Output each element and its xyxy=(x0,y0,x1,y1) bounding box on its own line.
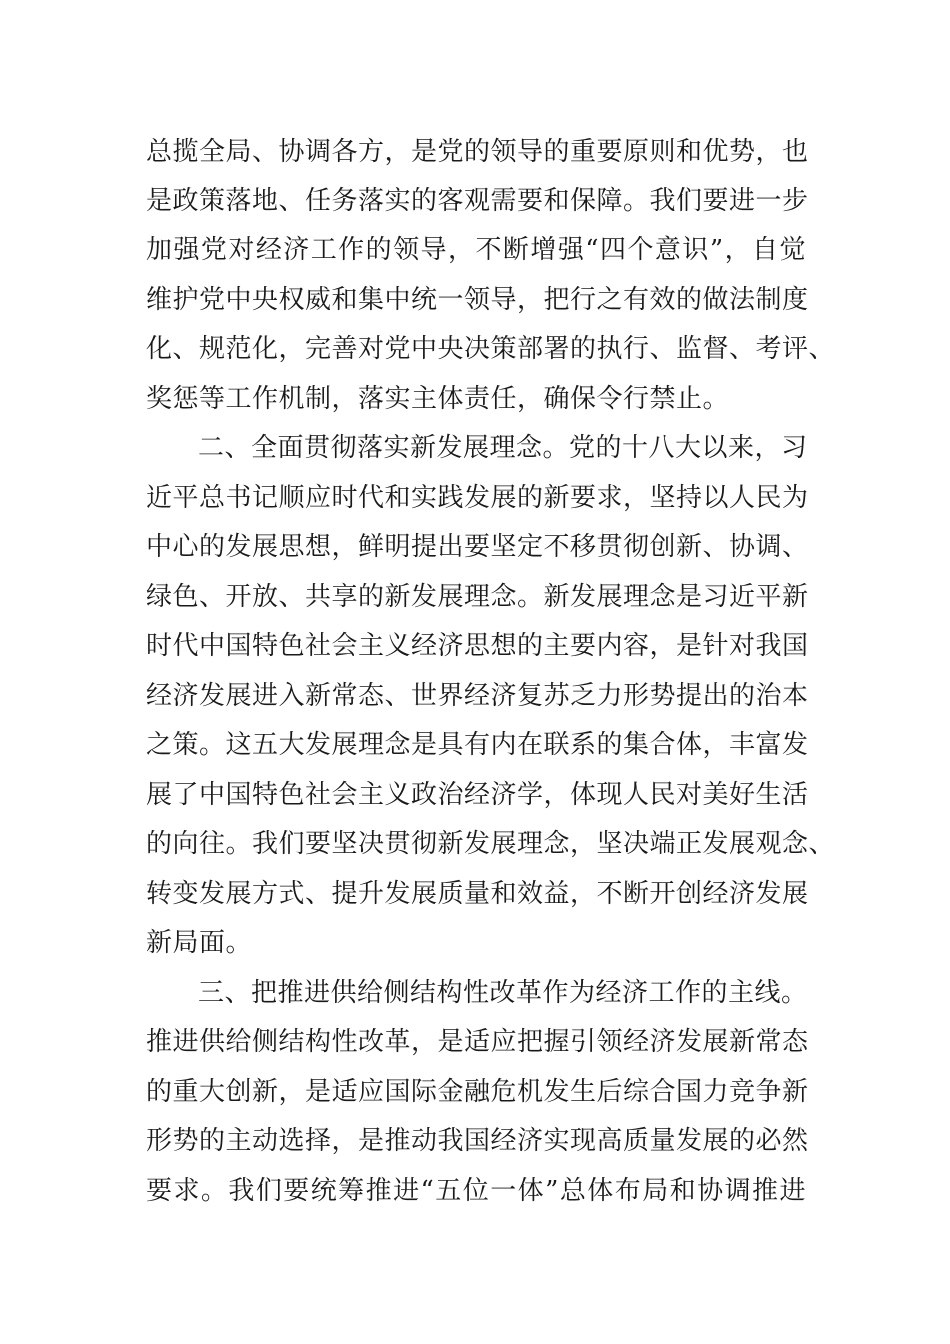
section-heading-line: 二、全面贯彻落实新发展理念。党的十八大以来，习 xyxy=(198,433,808,463)
text-line: 转变发展方式、提升发展质量和效益，不断开创经济发展 xyxy=(146,879,809,909)
text-line: 经济发展进入新常态、世界经济复苏乏力形势提出的治本 xyxy=(146,681,809,711)
text-line: 推进供给侧结构性改革，是适应把握引领经济发展新常态 xyxy=(146,1027,809,1057)
text-line: 展了中国特色社会主义政治经济学，体现人民对美好生活 xyxy=(146,780,809,810)
text-line: 加强党对经济工作的领导，不断增强“四个意识”，自觉 xyxy=(146,235,806,265)
text-line: 新局面。 xyxy=(146,928,253,958)
section-heading-line: 三、把推进供给侧结构性改革作为经济工作的主线。 xyxy=(198,978,808,1008)
text-line: 总揽全局、协调各方，是党的领导的重要原则和优势，也 xyxy=(146,137,809,167)
text-line: 要求。我们要统筹推进“五位一体”总体布局和协调推进 xyxy=(146,1176,806,1206)
text-line: 之策。这五大发展理念是具有内在联系的集合体，丰富发 xyxy=(146,730,809,760)
text-line: 维护党中央权威和集中统一领导，把行之有效的做法制度 xyxy=(146,285,809,315)
text-line: 时代中国特色社会主义经济思想的主要内容，是针对我国 xyxy=(146,631,809,661)
text-line: 奖惩等工作机制，落实主体责任，确保令行禁止。 xyxy=(146,384,730,414)
text-line: 化、规范化，完善对党中央决策部署的执行、监督、考评、 xyxy=(146,334,836,364)
text-line: 是政策落地、任务落实的客观需要和保障。我们要进一步 xyxy=(146,186,809,216)
text-line: 绿色、开放、共享的新发展理念。新发展理念是习近平新 xyxy=(146,582,809,612)
text-line: 形势的主动选择，是推动我国经济实现高质量发展的必然 xyxy=(146,1126,809,1156)
text-line: 的重大创新，是适应国际金融危机发生后综合国力竞争新 xyxy=(146,1077,809,1107)
text-line: 中心的发展思想，鲜明提出要坚定不移贯彻创新、协调、 xyxy=(146,532,809,562)
text-line: 的向往。我们要坚决贯彻新发展理念，坚决端正发展观念、 xyxy=(146,829,836,859)
text-line: 近平总书记顺应时代和实践发展的新要求，坚持以人民为 xyxy=(146,483,809,513)
